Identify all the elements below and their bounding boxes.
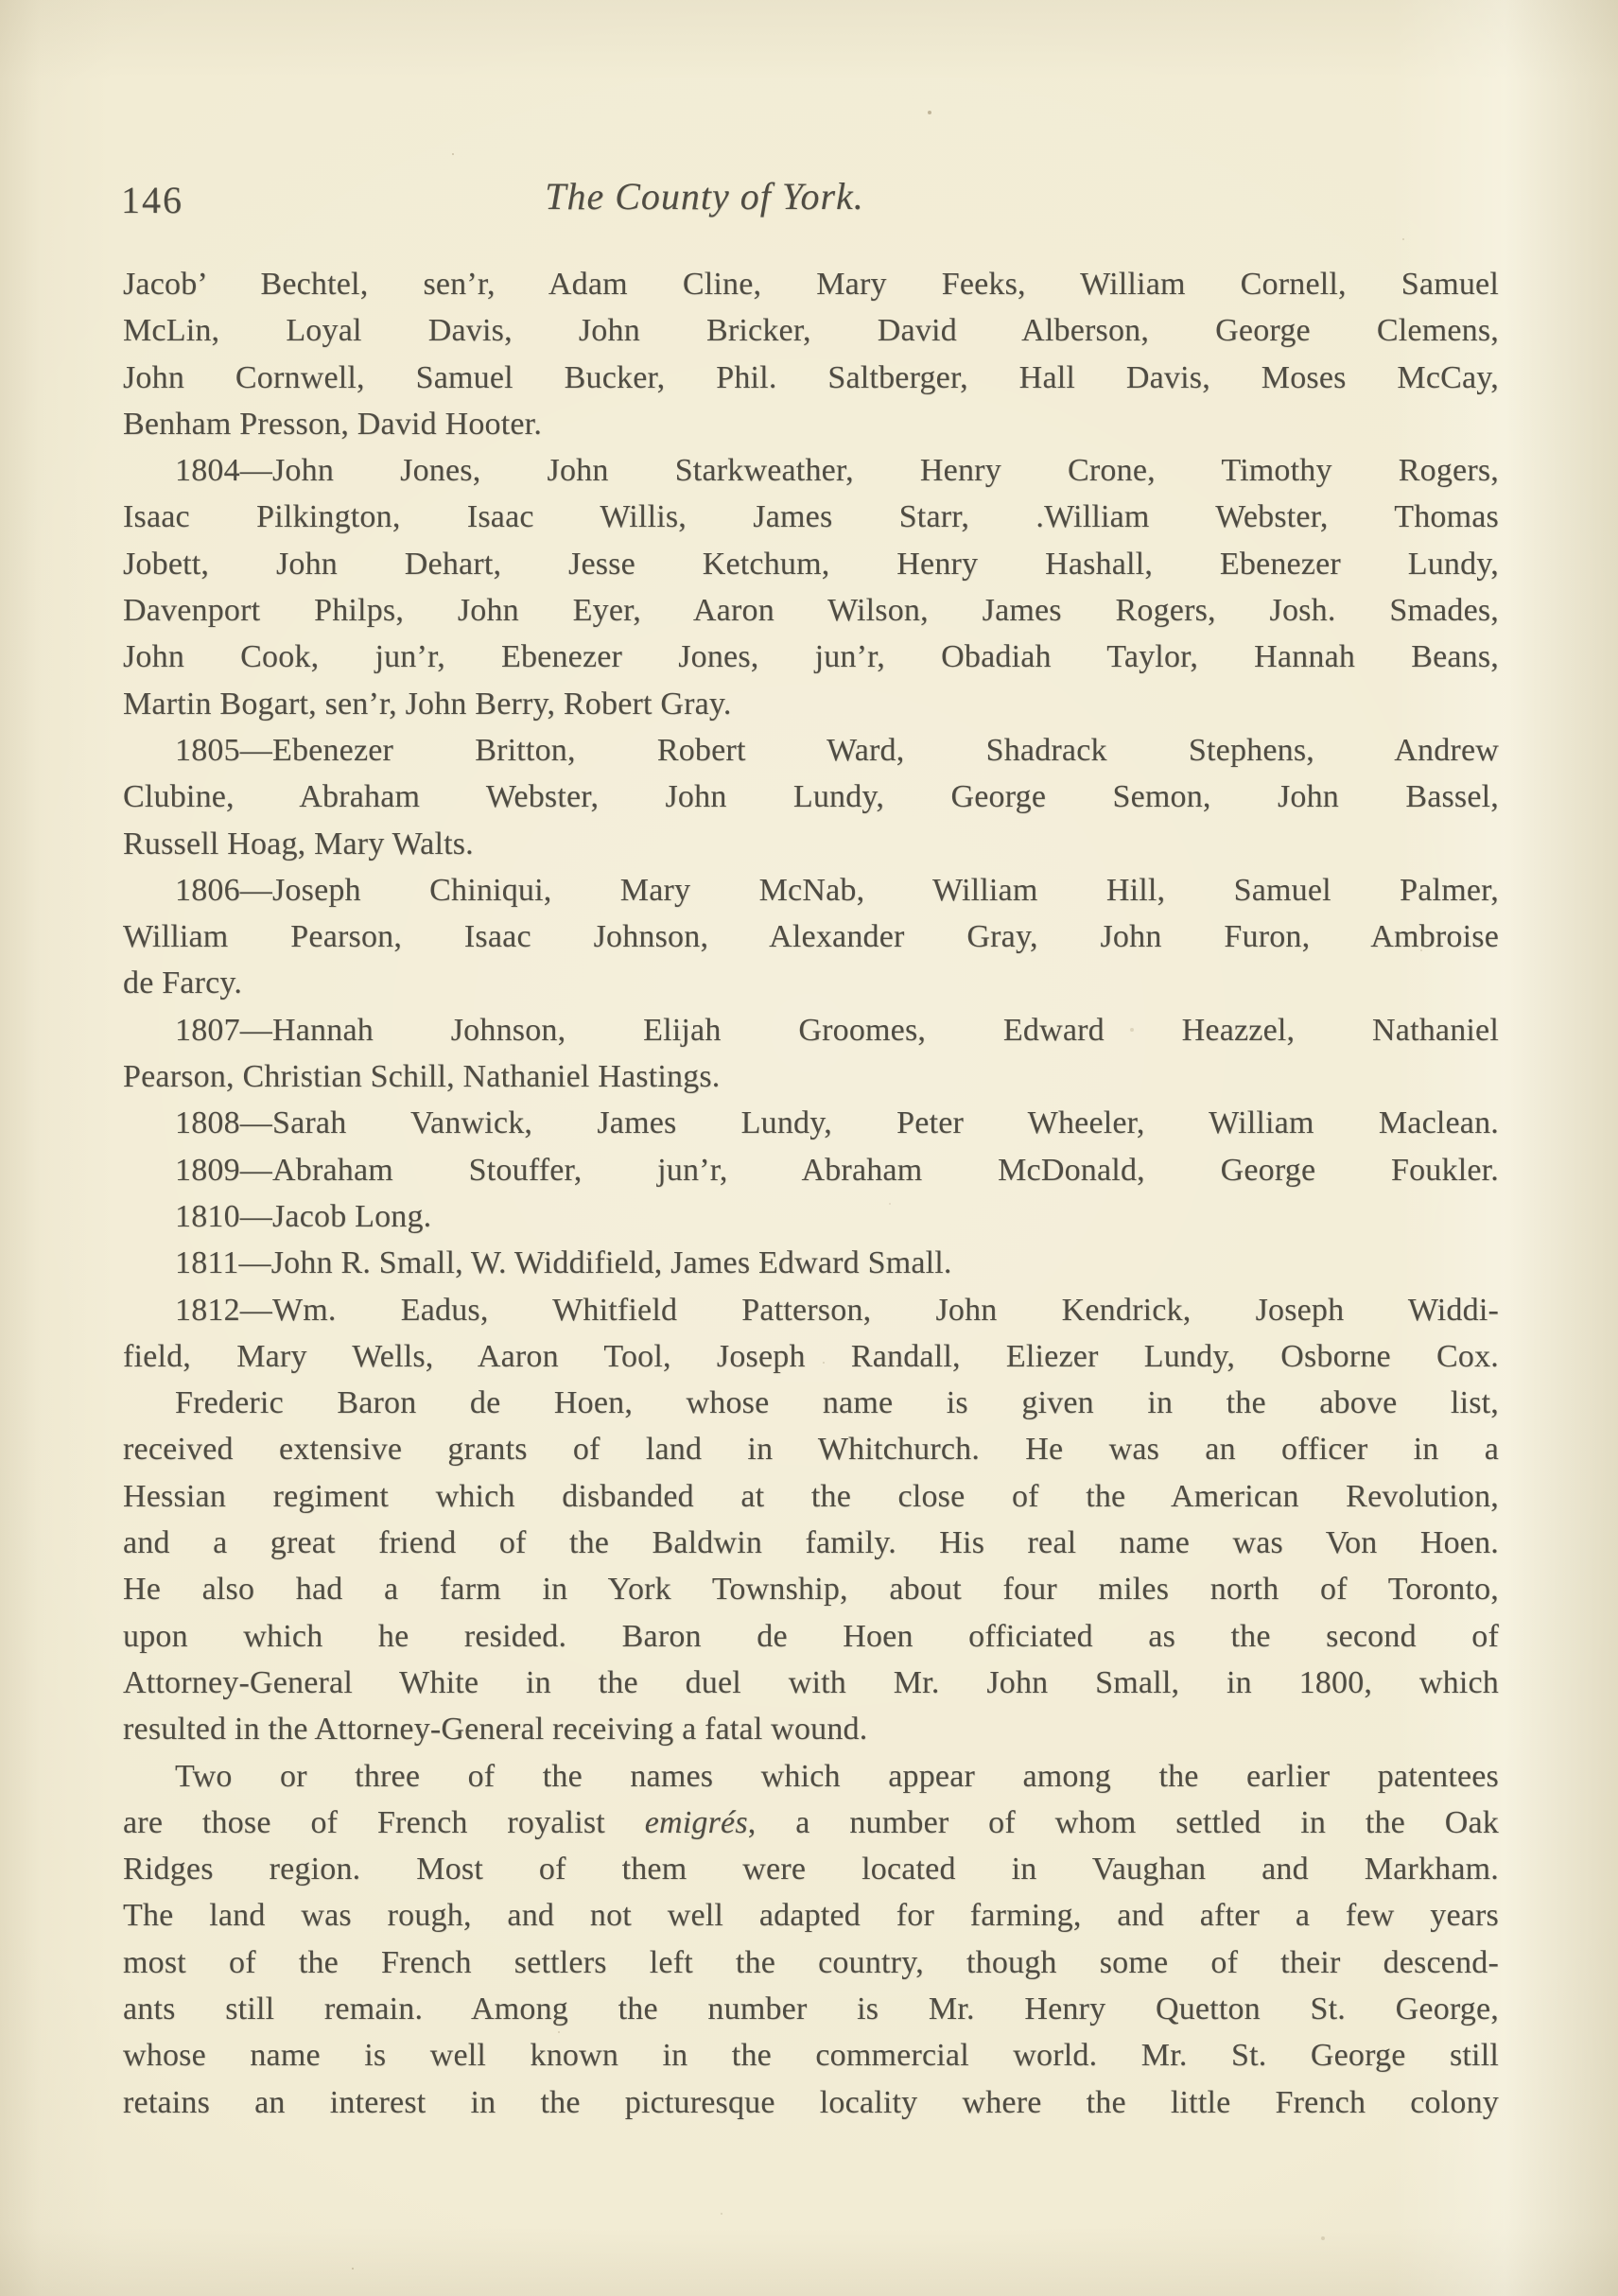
line-text: field, Mary Wells, Aaron Tool, Joseph Randall, Eliezer Lundy, Osborne Cox.	[123, 1338, 1499, 1374]
line-text: 1809—Abraham Stouffer, jun’r, Abraham McDonald, George Foukler.	[175, 1152, 1499, 1188]
line-text: 1806—Joseph Chiniqui, Mary McNab, William Hill, Samuel Palmer,	[175, 872, 1499, 908]
line-text: Martin Bogart, sen’r, John Berry, Robert Gray.	[123, 686, 732, 722]
text-line	[123, 1939, 1499, 1986]
line-text: Davenport Philps, John Eyer, Aaron Wilson, James Rogers, Josh. Smades,	[123, 593, 1499, 629]
line-text: Ridges region. Most of them were located in Vaughan and Markham.	[123, 1852, 1499, 1887]
text-line	[123, 587, 1499, 634]
line-text: 1807—Hannah Johnson, Elijah Groomes, Edward Heazzel, Nathaniel	[175, 1012, 1499, 1048]
paper-speckles	[0, 0, 2, 2]
line-text: Isaac Pilkington, Isaac Willis, James Starr, .William Webster, Thomas	[123, 499, 1499, 535]
line-text: Attorney-General White in the duel with Mr. John Small, in 1800, which	[123, 1664, 1499, 1700]
text-line	[123, 2079, 1499, 2126]
text-line	[123, 1892, 1499, 1939]
line-text: Pearson, Christian Schill, Nathaniel Hastings.	[123, 1059, 721, 1095]
line-text: John Cook, jun’r, Ebenezer Jones, jun’r, Obadiah Taylor, Hannah Beans,	[123, 639, 1499, 675]
text-line	[123, 727, 1499, 774]
italic-word: emigrés	[644, 1804, 748, 1840]
line-text: are those of French royalist	[123, 1804, 645, 1840]
text-line	[123, 307, 1499, 354]
text-line	[123, 2032, 1499, 2079]
text-line	[123, 447, 1499, 494]
header-title: The County of York.	[545, 175, 864, 217]
text-line	[123, 401, 1499, 447]
line-text: resulted in the Attorney-General receiving a fatal wound.	[123, 1712, 868, 1748]
text-line	[123, 1240, 1499, 1286]
line-text: 1808—Sarah Vanwick, James Lundy, Peter Wheeler, William Maclean.	[175, 1105, 1499, 1141]
line-text: Hessian regiment which disbanded at the close of the American Revolution,	[123, 1478, 1499, 1514]
line-text: retains an interest in the picturesque locality where the little French colony	[123, 2084, 1499, 2120]
page-number: 146	[121, 179, 183, 221]
line-text: He also had a farm in York Township, about four miles north of Toronto,	[123, 1572, 1499, 1608]
line-text: Jobett, John Dehart, Jesse Ketchum, Henry Hashall, Ebenezer Lundy,	[123, 546, 1499, 582]
text-line	[123, 1660, 1499, 1706]
text-line	[123, 1287, 1499, 1333]
line-text: The land was rough, and not well adapted for farming, and after a few years	[123, 1898, 1499, 1934]
line-text: Clubine, Abraham Webster, John Lundy, George Semon, John Bassel,	[123, 779, 1499, 815]
text-line	[123, 541, 1499, 587]
text-line	[123, 634, 1499, 680]
text-line	[123, 1007, 1499, 1053]
line-text: Two or three of the names which appear among the earlier patentees	[175, 1758, 1499, 1794]
line-text: and a great friend of the Baldwin family. His real name was Von Hoen.	[123, 1525, 1499, 1561]
line-text: whose name is well known in the commercial world. Mr. St. George still	[123, 2038, 1499, 2074]
text-column	[123, 261, 1499, 2126]
text-line	[123, 1193, 1499, 1240]
text-line	[123, 1520, 1499, 1566]
line-text: Frederic Baron de Hoen, whose name is given in the above list,	[175, 1385, 1499, 1421]
text-line	[123, 1753, 1499, 1800]
text-line	[123, 1846, 1499, 1892]
text-line	[123, 913, 1499, 960]
text-line	[123, 1566, 1499, 1612]
text-line	[123, 960, 1499, 1006]
text-line	[123, 1100, 1499, 1146]
line-text: 1812—Wm. Eadus, Whitfield Patterson, John Kendrick, Joseph Widdi-	[175, 1292, 1499, 1328]
line-text: de Farcy.	[123, 965, 243, 1001]
line-text: Benham Presson, David Hooter.	[123, 406, 543, 442]
text-line	[123, 1986, 1499, 2032]
text-line	[123, 1426, 1499, 1472]
text-line	[123, 1333, 1499, 1380]
line-text: , a number of whom settled in the Oak	[747, 1804, 1499, 1840]
line-text: McLin, Loyal Davis, John Bricker, David Alberson, George Clemens,	[123, 313, 1499, 349]
text-line	[123, 1473, 1499, 1520]
line-text: most of the French settlers left the country, though some of their descend-	[123, 1944, 1499, 1980]
text-line	[123, 1147, 1499, 1193]
text-line	[123, 681, 1499, 727]
line-text: ants still remain. Among the number is Mr. Henry Quetton St. George,	[123, 1991, 1499, 2026]
text-line	[123, 261, 1499, 307]
line-text: John Cornwell, Samuel Bucker, Phil. Saltberger, Hall Davis, Moses McCay,	[123, 359, 1499, 395]
text-line	[123, 1053, 1499, 1100]
line-text: Jacob’ Bechtel, sen’r, Adam Cline, Mary Feeks, William Cornell, Samuel	[123, 267, 1499, 302]
text-line	[123, 1706, 1499, 1752]
text-line	[123, 821, 1499, 867]
text-line	[123, 1613, 1499, 1660]
text-line	[123, 867, 1499, 913]
line-text: received extensive grants of land in Whitchurch. He was an officer in a	[123, 1432, 1499, 1468]
text-line	[123, 355, 1499, 401]
line-text: 1804—John Jones, John Starkweather, Henry Crone, Timothy Rogers,	[175, 453, 1499, 489]
line-text: 1811—John R. Small, W. Widdifield, James Edward Small.	[175, 1245, 952, 1281]
line-text: 1805—Ebenezer Britton, Robert Ward, Shadrack Stephens, Andrew	[175, 732, 1499, 768]
line-text: upon which he resided. Baron de Hoen officiated as the second of	[123, 1618, 1499, 1654]
text-line	[123, 1380, 1499, 1426]
text-line	[123, 774, 1499, 820]
line-text: Russell Hoag, Mary Walts.	[123, 826, 474, 861]
line-text: 1810—Jacob Long.	[175, 1198, 432, 1234]
text-line	[123, 494, 1499, 540]
text-line	[123, 1800, 1499, 1846]
line-text: William Pearson, Isaac Johnson, Alexander Gray, John Furon, Ambroise	[123, 919, 1499, 955]
